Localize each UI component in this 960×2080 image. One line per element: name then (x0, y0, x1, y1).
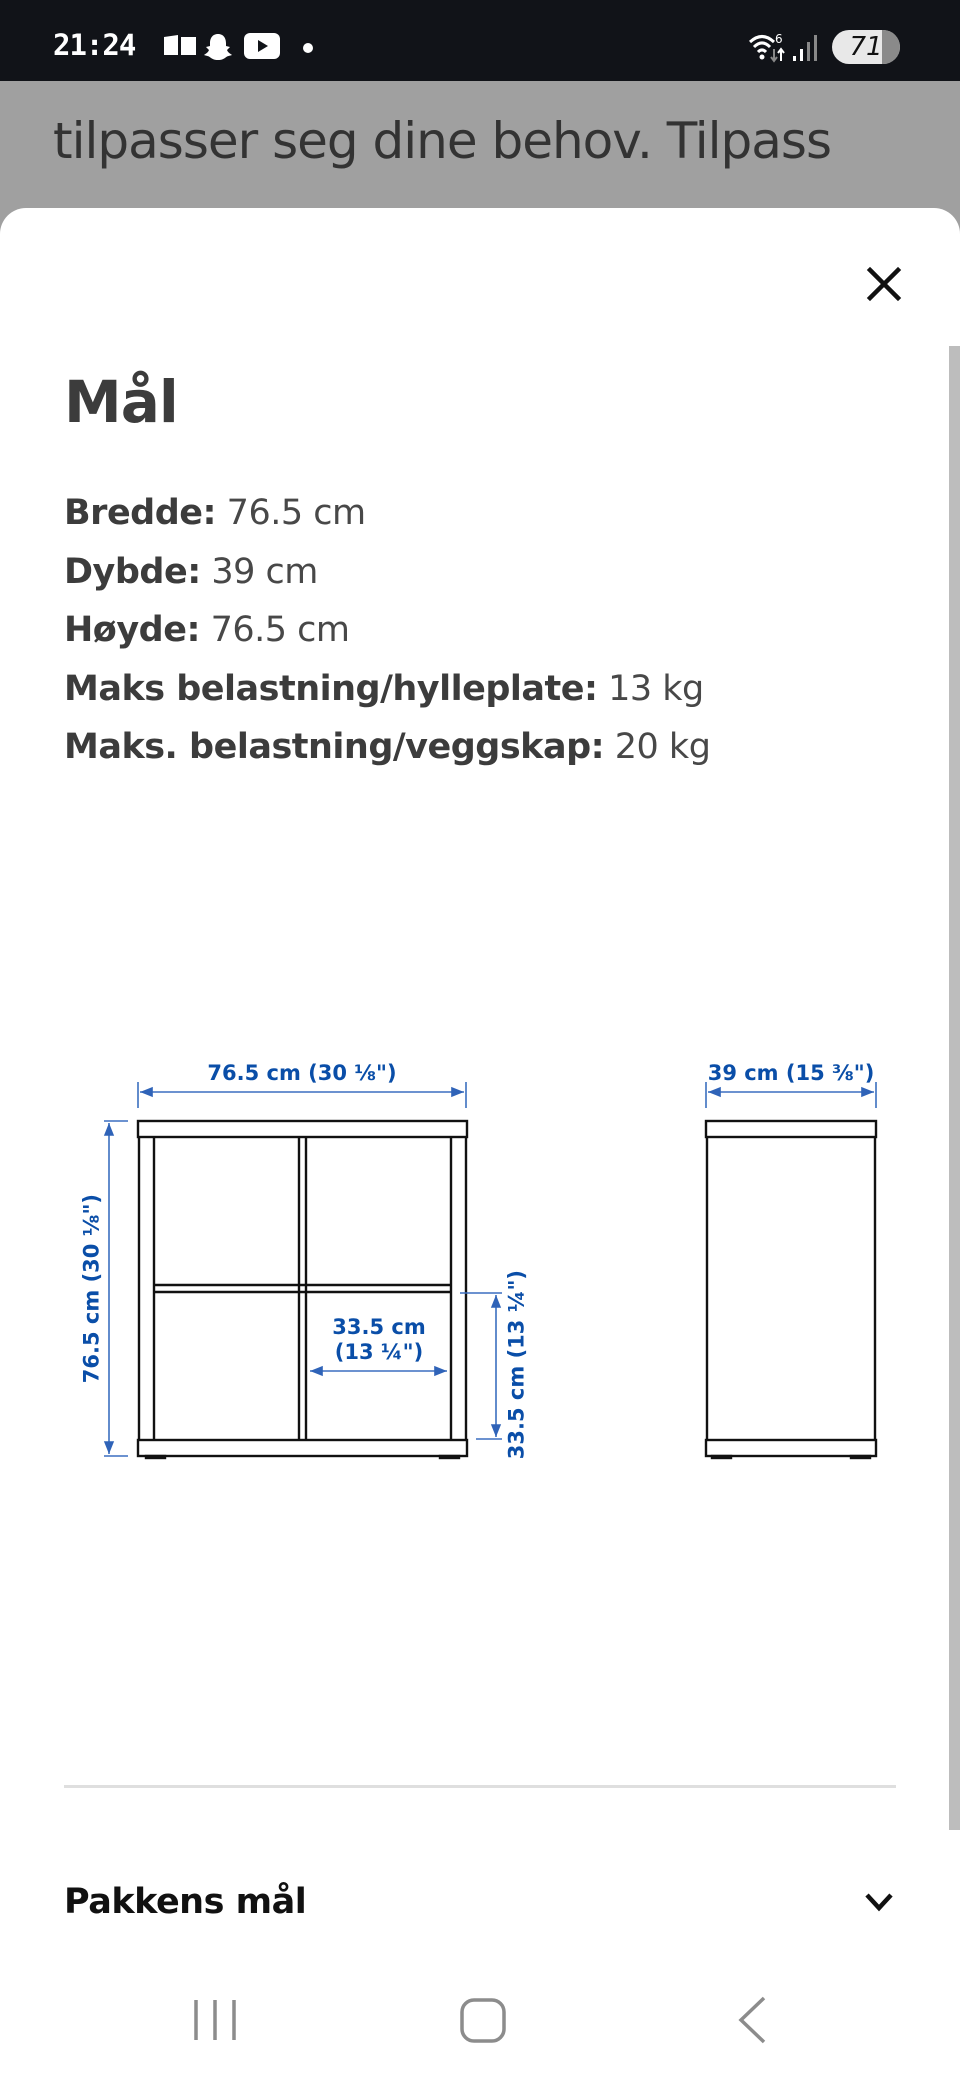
status-time: 21:24 (53, 28, 136, 62)
wifi-icon (748, 32, 790, 64)
spec-width (64, 493, 710, 552)
spec-depth (64, 552, 710, 611)
spec-value: 76.5 cm (210, 610, 350, 650)
spec-height (64, 610, 710, 669)
youtube-icon (243, 32, 281, 60)
accordion-title: Pakkens mål (64, 1882, 307, 1922)
front-width-label: 76.5 cm (30 ⅛") (207, 1061, 397, 1085)
spec-value: 13 kg (608, 668, 704, 709)
battery-level: 71 (849, 32, 883, 62)
recents-button[interactable] (185, 1992, 245, 2048)
chevron-down-icon (862, 1890, 896, 1914)
sheet-title: Mål (64, 368, 178, 436)
scrollbar[interactable] (949, 346, 960, 1830)
compartment-width-in: (13 ¼") (334, 1340, 424, 1365)
home-button[interactable] (453, 1992, 513, 2048)
svg-text:6: 6 (775, 32, 783, 46)
side-depth-label: 39 cm (15 ⅜") (707, 1061, 875, 1085)
dimensions-sheet (0, 208, 960, 2080)
recents-icon (185, 1992, 245, 2048)
front-view (138, 1121, 467, 1458)
back-button[interactable] (722, 1992, 782, 2048)
spec-label: Dybde: (64, 551, 201, 592)
compartment-height-label: 33.5 cm (13 ¼") (504, 1270, 529, 1460)
system-nav-bar (0, 1960, 960, 2080)
compartment-width-label (318, 1315, 440, 1365)
kindle-icon (163, 34, 197, 56)
section-divider (64, 1785, 896, 1788)
background-text-partial (53, 60, 213, 81)
spec-value: 76.5 cm (226, 493, 366, 533)
close-button[interactable] (860, 260, 908, 308)
dimension-specs (64, 493, 710, 786)
dimension-lines (104, 1082, 876, 1456)
spec-value: 39 cm (211, 551, 318, 592)
snapchat-icon (203, 32, 233, 62)
spec-label: Maks. belastning/veggskap: (64, 727, 605, 767)
spec-max-load-shelf (64, 669, 710, 728)
spec-value: 20 kg (614, 727, 711, 767)
spec-label: Bredde: (64, 493, 217, 533)
cellular-signal-icon (792, 34, 822, 62)
battery-indicator (832, 30, 900, 64)
more-notifications-dot-icon (302, 42, 314, 54)
close-icon (860, 260, 908, 308)
front-height-label: 76.5 cm (30 ⅛") (79, 1194, 104, 1384)
spec-label: Høyde: (64, 610, 200, 650)
side-view (706, 1121, 876, 1458)
spec-max-load-wall (64, 727, 710, 786)
package-dimensions-accordion[interactable] (64, 1868, 896, 1938)
home-icon (453, 1992, 513, 2048)
compartment-width-cm: 33.5 cm (332, 1315, 426, 1339)
spec-label: Maks belastning/hylleplate: (64, 668, 598, 709)
back-icon (722, 1992, 782, 2048)
dimension-drawing (0, 208, 960, 2080)
background-page-text: tilpasser seg dine behov. Tilpass (53, 112, 832, 170)
